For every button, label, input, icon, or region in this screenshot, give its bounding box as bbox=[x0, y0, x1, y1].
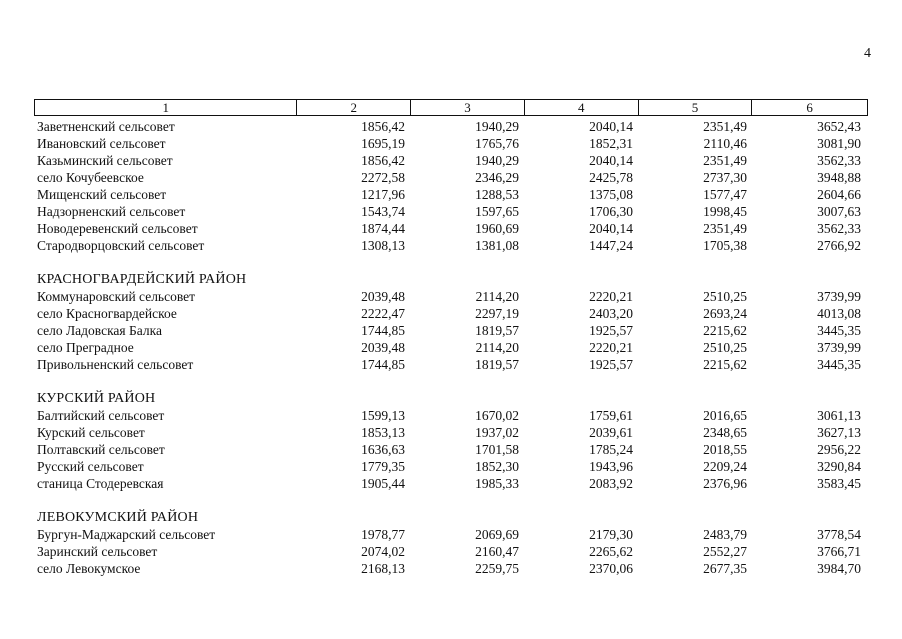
value-cell-col-4: 2403,20 bbox=[589, 306, 633, 321]
value-cell-col-5: 2209,24 bbox=[703, 459, 747, 474]
table-row bbox=[34, 186, 868, 203]
settlement-name: Русский сельсовет bbox=[37, 459, 144, 474]
value-cell-col-6: 3007,63 bbox=[817, 204, 861, 219]
table-row bbox=[34, 220, 868, 237]
table-row bbox=[34, 339, 868, 356]
settlement-name: Казьминский сельсовет bbox=[37, 153, 173, 168]
value-cell-col-5: 1577,47 bbox=[703, 187, 747, 202]
settlement-name: село Левокумское bbox=[37, 561, 141, 576]
value-cell-col-3: 1819,57 bbox=[475, 323, 519, 338]
header-cell-6: 6 bbox=[751, 100, 867, 115]
value-cell-col-2: 1978,77 bbox=[361, 527, 405, 542]
value-cell-col-2: 1695,19 bbox=[361, 136, 405, 151]
header-cell-2: 2 bbox=[296, 100, 410, 115]
value-cell-col-6: 3984,70 bbox=[817, 561, 861, 576]
header-cell-1: 1 bbox=[162, 100, 169, 115]
district-title: КРАСНОГВАРДЕЙСКИЙ РАЙОН bbox=[37, 272, 247, 287]
value-cell-col-4: 1447,24 bbox=[589, 238, 633, 253]
value-cell-col-4: 2040,14 bbox=[589, 221, 633, 236]
value-cell-col-3: 2297,19 bbox=[475, 306, 519, 321]
table-row bbox=[34, 288, 868, 305]
value-cell-col-4: 1706,30 bbox=[589, 204, 633, 219]
value-cell-col-5: 2348,65 bbox=[703, 425, 747, 440]
section-spacer bbox=[34, 373, 868, 390]
value-cell-col-6: 3778,54 bbox=[817, 527, 861, 542]
settlement-name: Заветненский сельсовет bbox=[37, 119, 175, 134]
value-cell-col-3: 1819,57 bbox=[475, 357, 519, 372]
value-cell-col-6: 3061,13 bbox=[817, 408, 861, 423]
value-cell-col-3: 1852,30 bbox=[475, 459, 519, 474]
table-row bbox=[34, 356, 868, 373]
value-cell-col-3: 1937,02 bbox=[475, 425, 519, 440]
value-cell-col-6: 3766,71 bbox=[817, 544, 861, 559]
value-cell-col-3: 2069,69 bbox=[475, 527, 519, 542]
settlement-name: Стародворцовский сельсовет bbox=[37, 238, 205, 253]
value-cell-col-5: 1705,38 bbox=[703, 238, 747, 253]
value-cell-col-2: 1874,44 bbox=[361, 221, 405, 236]
value-cell-col-6: 3562,33 bbox=[817, 221, 861, 236]
value-cell-col-5: 1998,45 bbox=[703, 204, 747, 219]
value-cell-col-3: 1381,08 bbox=[475, 238, 519, 253]
value-cell-col-2: 2272,58 bbox=[361, 170, 405, 185]
value-cell-col-4: 2220,21 bbox=[589, 340, 633, 355]
value-cell-col-5: 2510,25 bbox=[703, 289, 747, 304]
value-cell-col-4: 2040,14 bbox=[589, 153, 633, 168]
settlement-name: Новодеревенский сельсовет bbox=[37, 221, 198, 236]
header-cell-5: 5 bbox=[638, 100, 752, 115]
value-cell-col-6: 3562,33 bbox=[817, 153, 861, 168]
table-row bbox=[34, 169, 868, 186]
value-cell-col-3: 1288,53 bbox=[475, 187, 519, 202]
value-cell-col-2: 1543,74 bbox=[361, 204, 405, 219]
table-row bbox=[34, 441, 868, 458]
settlement-name: Заринский сельсовет bbox=[37, 544, 158, 559]
value-cell-col-3: 2259,75 bbox=[475, 561, 519, 576]
value-cell-col-5: 2510,25 bbox=[703, 340, 747, 355]
value-cell-col-6: 3739,99 bbox=[817, 289, 861, 304]
settlement-name: Бургун-Маджарский сельсовет bbox=[37, 527, 216, 542]
value-cell-col-4: 1785,24 bbox=[589, 442, 633, 457]
settlement-name: Надзорненский сельсовет bbox=[37, 204, 186, 219]
settlement-name: село Ладовская Балка bbox=[37, 323, 162, 338]
table-row bbox=[34, 135, 868, 152]
table-row bbox=[34, 322, 868, 339]
value-cell-col-2: 1744,85 bbox=[361, 323, 405, 338]
table-row bbox=[34, 560, 868, 577]
settlement-name: Балтийский сельсовет bbox=[37, 408, 165, 423]
value-cell-col-6: 3627,13 bbox=[817, 425, 861, 440]
value-cell-col-2: 1856,42 bbox=[361, 153, 405, 168]
settlement-name: станица Стодеревская bbox=[37, 476, 164, 491]
value-cell-col-2: 1905,44 bbox=[361, 476, 405, 491]
settlement-name: село Красногвардейское bbox=[37, 306, 177, 321]
value-cell-col-2: 1853,13 bbox=[361, 425, 405, 440]
value-cell-col-3: 1765,76 bbox=[475, 136, 519, 151]
table-row bbox=[34, 424, 868, 441]
value-cell-col-2: 1856,42 bbox=[361, 119, 405, 134]
value-cell-col-4: 1925,57 bbox=[589, 323, 633, 338]
value-cell-col-4: 2179,30 bbox=[589, 527, 633, 542]
settlement-name: Полтавский сельсовет bbox=[37, 442, 165, 457]
table-row bbox=[34, 526, 868, 543]
value-cell-col-2: 1779,35 bbox=[361, 459, 405, 474]
settlement-name: Привольненский сельсовет bbox=[37, 357, 194, 372]
value-cell-col-6: 3583,45 bbox=[817, 476, 861, 491]
value-cell-col-5: 2351,49 bbox=[703, 153, 747, 168]
settlement-name: Ивановский сельсовет bbox=[37, 136, 166, 151]
value-cell-col-4: 1925,57 bbox=[589, 357, 633, 372]
section-spacer bbox=[34, 492, 868, 509]
value-cell-col-4: 2220,21 bbox=[589, 289, 633, 304]
settlement-name: Мищенский сельсовет bbox=[37, 187, 167, 202]
page-number: 4 bbox=[864, 46, 871, 61]
table-row bbox=[34, 118, 868, 135]
value-cell-col-5: 2552,27 bbox=[703, 544, 747, 559]
value-cell-col-6: 2956,22 bbox=[817, 442, 861, 457]
table-row bbox=[34, 407, 868, 424]
value-cell-col-5: 2483,79 bbox=[703, 527, 747, 542]
table-row bbox=[34, 152, 868, 169]
value-cell-col-5: 2215,62 bbox=[703, 357, 747, 372]
value-cell-col-4: 1852,31 bbox=[589, 136, 633, 151]
value-cell-col-6: 3948,88 bbox=[817, 170, 861, 185]
value-cell-col-3: 2160,47 bbox=[475, 544, 519, 559]
value-cell-col-5: 2737,30 bbox=[703, 170, 747, 185]
value-cell-col-6: 3445,35 bbox=[817, 323, 861, 338]
settlement-name: село Кочубеевское bbox=[37, 170, 144, 185]
table-header-row bbox=[34, 99, 868, 116]
value-cell-col-5: 2215,62 bbox=[703, 323, 747, 338]
table-row bbox=[34, 475, 868, 492]
value-cell-col-2: 1308,13 bbox=[361, 238, 405, 253]
header-cell-3: 3 bbox=[410, 100, 524, 115]
value-cell-col-3: 1940,29 bbox=[475, 119, 519, 134]
value-cell-col-3: 2114,20 bbox=[475, 289, 519, 304]
district-title: ЛЕВОКУМСКИЙ РАЙОН bbox=[37, 510, 199, 525]
value-cell-col-6: 3290,84 bbox=[817, 459, 861, 474]
value-cell-col-3: 1597,65 bbox=[475, 204, 519, 219]
value-cell-col-6: 2604,66 bbox=[817, 187, 861, 202]
value-cell-col-3: 1985,33 bbox=[475, 476, 519, 491]
settlement-name: Курский сельсовет bbox=[37, 425, 145, 440]
header-cell-4: 4 bbox=[524, 100, 638, 115]
value-cell-col-2: 2074,02 bbox=[361, 544, 405, 559]
table-row bbox=[34, 203, 868, 220]
value-cell-col-2: 2039,48 bbox=[361, 289, 405, 304]
value-cell-col-4: 1375,08 bbox=[589, 187, 633, 202]
value-cell-col-4: 2083,92 bbox=[589, 476, 633, 491]
value-cell-col-2: 1599,13 bbox=[361, 408, 405, 423]
value-cell-col-2: 1217,96 bbox=[361, 187, 405, 202]
tariff-table bbox=[34, 99, 868, 577]
value-cell-col-4: 2425,78 bbox=[589, 170, 633, 185]
value-cell-col-6: 3652,43 bbox=[817, 119, 861, 134]
settlement-name: село Преградное bbox=[37, 340, 134, 355]
value-cell-col-5: 2376,96 bbox=[703, 476, 747, 491]
table-row bbox=[34, 458, 868, 475]
value-cell-col-6: 4013,08 bbox=[817, 306, 861, 321]
value-cell-col-6: 3739,99 bbox=[817, 340, 861, 355]
table-row bbox=[34, 305, 868, 322]
value-cell-col-5: 2693,24 bbox=[703, 306, 747, 321]
value-cell-col-3: 2114,20 bbox=[475, 340, 519, 355]
value-cell-col-5: 2016,65 bbox=[703, 408, 747, 423]
value-cell-col-4: 1759,61 bbox=[589, 408, 633, 423]
section-spacer bbox=[34, 254, 868, 271]
value-cell-col-6: 2766,92 bbox=[817, 238, 861, 253]
value-cell-col-2: 1636,63 bbox=[361, 442, 405, 457]
value-cell-col-3: 2346,29 bbox=[475, 170, 519, 185]
value-cell-col-6: 3445,35 bbox=[817, 357, 861, 372]
value-cell-col-5: 2018,55 bbox=[703, 442, 747, 457]
value-cell-col-2: 2168,13 bbox=[361, 561, 405, 576]
district-title: КУРСКИЙ РАЙОН bbox=[37, 391, 156, 406]
table-row bbox=[34, 237, 868, 254]
value-cell-col-5: 2677,35 bbox=[703, 561, 747, 576]
value-cell-col-2: 2222,47 bbox=[361, 306, 405, 321]
value-cell-col-3: 1670,02 bbox=[475, 408, 519, 423]
value-cell-col-6: 3081,90 bbox=[817, 136, 861, 151]
value-cell-col-4: 2370,06 bbox=[589, 561, 633, 576]
settlement-name: Коммунаровский сельсовет bbox=[37, 289, 196, 304]
value-cell-col-5: 2351,49 bbox=[703, 221, 747, 236]
value-cell-col-2: 1744,85 bbox=[361, 357, 405, 372]
table-body bbox=[34, 118, 868, 577]
value-cell-col-4: 2039,61 bbox=[589, 425, 633, 440]
value-cell-col-4: 2265,62 bbox=[589, 544, 633, 559]
value-cell-col-3: 1960,69 bbox=[475, 221, 519, 236]
value-cell-col-5: 2351,49 bbox=[703, 119, 747, 134]
table-row bbox=[34, 543, 868, 560]
value-cell-col-5: 2110,46 bbox=[703, 136, 747, 151]
value-cell-col-4: 2040,14 bbox=[589, 119, 633, 134]
value-cell-col-4: 1943,96 bbox=[589, 459, 633, 474]
value-cell-col-2: 2039,48 bbox=[361, 340, 405, 355]
value-cell-col-3: 1701,58 bbox=[475, 442, 519, 457]
value-cell-col-3: 1940,29 bbox=[475, 153, 519, 168]
